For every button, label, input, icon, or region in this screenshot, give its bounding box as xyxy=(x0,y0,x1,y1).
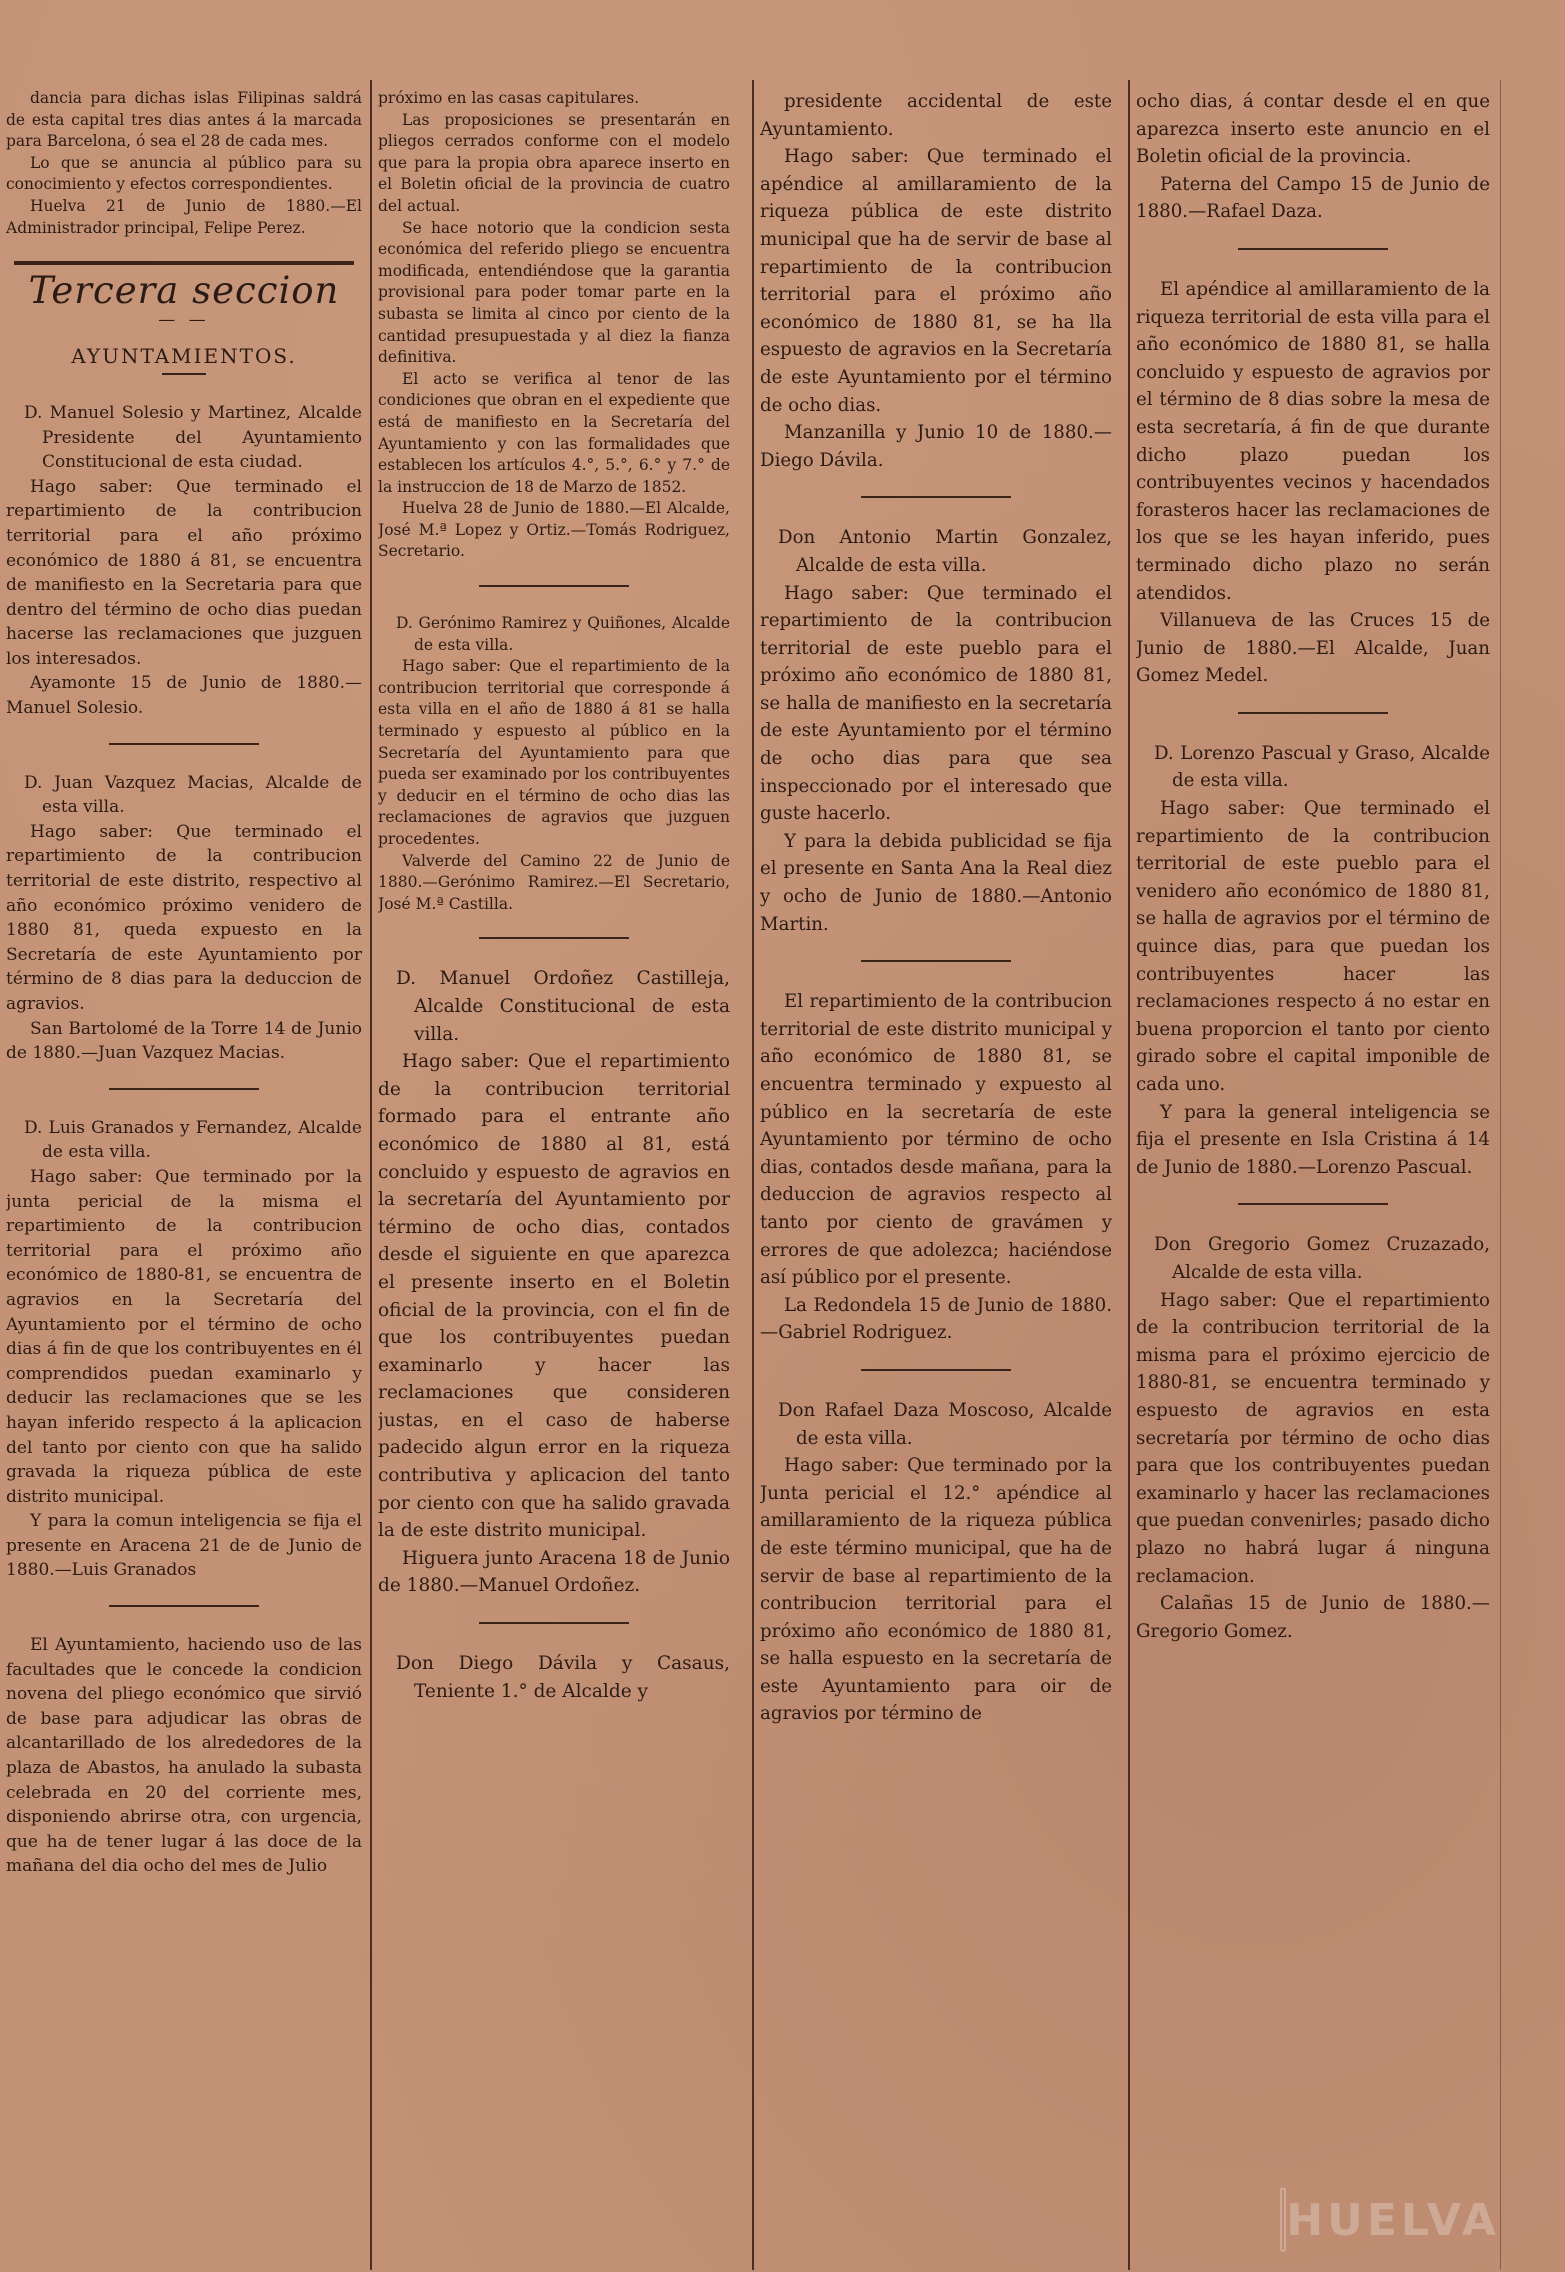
notice-text: Hago saber: Que terminado el repartimiento de la contribucion territorial de este distrito, respectivo al año económico próximo venidero de 1880 81, queda expuesto en la Secretaría de este Ayuntamiento por término de 8 dias para la deduccion de agravios. xyxy=(6,821,362,1014)
section-title: Tercera seccion xyxy=(28,269,340,313)
notice-text: Hago saber: Que el repartimiento de la contribucion territorial de la misma para el próximo ejercicio de 1880-81, se encuentra terminado y espuesto de agravios en esta secretaría por término de ocho dias para que los contribuyentes puedan examinarlo y hacer las reclamaciones que puedan convenirles; pasado dicho plazo no habrá lugar á ninguna reclamacion. xyxy=(1136,1289,1490,1587)
notice-heading: Don Gregorio Gomez Cruzazado, Alcalde de esta villa. xyxy=(1154,1234,1490,1283)
notice-higuera xyxy=(378,965,730,1600)
notice-text: Hago saber: Que terminado el repartimiento de la contribucion territorial de este pueblo para el próximo año económico de 1880 81, se halla de manifiesto en la secretaría de este Ayuntamiento por el término de ocho dias para que sea inspeccionado por el interesado que guste hacerlo. xyxy=(760,582,1112,825)
notice-text: Hago saber: Que terminado por la junta pericial de la misma el repartimiento de la contribucion territorial para el próximo año económico de 1880-81, se encuentra de agravios en la Secretaría del Ayuntamiento por el término de ocho dias á fin de que los contribuyentes en él comprendidos puedan examinarlo y deducir las reclamaciones que se les hayan inferido respecto á la aplicacion del tanto por ciento con que ha salido gravada la riqueza pública de este distrito municipal. xyxy=(6,1166,362,1507)
notice-divider xyxy=(109,1088,259,1090)
notice-text: El acto se verifica al tenor de las condiciones que obran en el expediente que está de manifiesto en la Secretaría del Ayuntamiento y con las formalidades que establecen los artículos 4.°, 5.°, 6.° y 7.° de la instruccion de 18 de Marzo de 1852. xyxy=(378,369,730,496)
column-1 xyxy=(6,88,362,2248)
notice-heading: D. Lorenzo Pascual y Graso, Alcalde de esta villa. xyxy=(1154,742,1490,792)
notice-divider xyxy=(861,496,1011,498)
notice-heading: D. Manuel Solesio y Martinez, Alcalde Presidente del Ayuntamiento Constitucional de esta ciudad. xyxy=(24,402,362,473)
notice-divider xyxy=(1238,248,1388,250)
notice-signature: Manzanilla y Junio 10 de 1880.—Diego Dávila. xyxy=(760,422,1112,471)
column-2 xyxy=(378,88,730,2248)
notice-divider xyxy=(1238,1203,1388,1205)
notice-text: Hago saber: Que el repartimiento de la contribucion territorial formado para el entrante año económico de 1880 al 81, está concluido y espuesto de agravios en la secretaría del Ayuntamiento por término de ocho dias, contados desde el siguiente en que aparezca el presente inserto en el Boletin oficial de la provincia, con el fin de que los contribuyentes puedan examinarlo y hacer las reclamaciones que consideren justas, en el caso de haberse padecido algun error en la riqueza contributiva y aplicacion del tanto por ciento con que ha salido gravada la de este distrito municipal. xyxy=(378,1051,730,1542)
notice-signature: Ayamonte 15 de Junio de 1880.—Manuel Solesio. xyxy=(6,673,362,719)
notice-heading: Don Antonio Martin Gonzalez, Alcalde de esta villa. xyxy=(778,527,1112,576)
notice-villanueva xyxy=(1136,276,1490,690)
notice-paterna-cont xyxy=(1136,88,1490,226)
notice-paterna xyxy=(760,1397,1112,1728)
notice-divider xyxy=(861,1369,1011,1371)
notice-heading: Don Rafael Daza Moscoso, Alcalde de esta villa. xyxy=(778,1399,1112,1449)
notice-text: Lo que se anuncia al público para su conocimiento y efectos correspondientes. xyxy=(6,153,362,194)
notice-signature: San Bartolomé de la Torre 14 de Junio de 1880.—Juan Vazquez Macias. xyxy=(6,1018,362,1064)
notice-text: Y para la general inteligencia se fija el presente en Isla Cristina á 14 de Junio de 1880.—Lorenzo Pascual. xyxy=(1136,1101,1490,1178)
notice-text: próximo en las casas capitulares. xyxy=(378,89,640,107)
notice-text: presidente accidental de este Ayuntamiento. xyxy=(760,91,1112,140)
notice-text: Y para la comun inteligencia se fija el presente en Aracena 21 de de Junio de 1880.—Luis Granados xyxy=(6,1511,362,1581)
notice-text: El apéndice al amillaramiento de la riqueza territorial de esta villa para el año económico de 1880 81, se halla concluido y espuesto de agravios por el término de 8 dias sobre la mesa de esta secretaría, á fin de que durante dicho plazo puedan los contribuyentes vecinos y hacendados forasteros hacer las reclamaciones de los que se les hayan inferido, pues terminado dicho plazo no serán atendidos. xyxy=(1136,278,1490,604)
notice-heading: D. Juan Vazquez Macias, Alcalde de esta villa. xyxy=(24,772,362,818)
notice-signature: Huelva 28 de Junio de 1880.—El Alcalde, José M.ª Lopez y Ortiz.—Tomás Rodriguez, Secretario. xyxy=(378,499,730,561)
section-subheading: AYUNTAMIENTOS. xyxy=(71,344,297,369)
column-rule xyxy=(752,80,754,2270)
notice-text: ocho dias, á contar desde el en que aparezca inserto este anuncio en el Boletin oficial de la provincia. xyxy=(1136,91,1490,168)
notice-divider xyxy=(109,743,259,745)
column-4 xyxy=(1136,88,1490,2248)
notice-signature: Calañas 15 de Junio de 1880.—Gregorio Gomez. xyxy=(1136,1593,1490,1642)
notice-divider xyxy=(479,1622,629,1624)
column-rule xyxy=(1500,80,1501,2270)
notice-huelva-subasta xyxy=(6,1633,362,1879)
notice-text: El Ayuntamiento, haciendo uso de las facultades que le concede la condicion novena del pliego económico que sirvió de base para adjudicar las obras de alcantarillado de los alrededores de la plaza de Abastos, ha anulado la subasta celebrada en 20 del corriente mes, disponiendo abrirse otra, con urgencia, que ha de tener lugar á las doce de la mañana del dia ocho del mes de Julio xyxy=(6,1635,362,1877)
notice-santa-ana xyxy=(760,524,1112,938)
notice-redondela xyxy=(760,988,1112,1347)
notice-heading: Don Diego Dávila y Casaus, Teniente 1.° de Alcalde y xyxy=(396,1653,730,1702)
notice-text: Hago saber: Que el repartimiento de la contribucion territorial que corresponde á esta villa en el año de 1880 á 81 se halla terminado y espuesto al público en la Secretaría del Ayuntamiento para que pueda ser examinado por los contribuyentes y deducir en el término de ocho dias las reclamaciones de agravios que juzguen procedentes. xyxy=(378,657,730,848)
section-divider xyxy=(14,261,354,265)
notice-administracion xyxy=(6,88,362,239)
watermark-text: HUELVA xyxy=(1286,2194,1500,2246)
ornament-divider: — — xyxy=(158,309,210,330)
notice-text: Se hace notorio que la condicion sesta económica del referido pliego se encuentra modificada, entendiéndose que la garantia provisional para poder tomar parte en la subasta se limita al cinco por ciento de la cantidad presupuestada y al diez la fianza definitiva. xyxy=(378,218,730,367)
notice-heading: D. Gerónimo Ramirez y Quiñones, Alcalde de esta villa. xyxy=(396,614,730,654)
notice-huelva-subasta-cont xyxy=(378,88,730,563)
notice-divider xyxy=(479,585,629,587)
notice-signature: Higuera junto Aracena 18 de Junio de 1880.—Manuel Ordoñez. xyxy=(378,1547,730,1597)
notice-isla-cristina xyxy=(1136,740,1490,1182)
notice-aracena xyxy=(6,1116,362,1583)
notice-signature: Huelva 21 de Junio de 1880.—El Administrador principal, Felipe Perez. xyxy=(6,196,362,237)
notice-divider xyxy=(861,960,1011,962)
notice-heading: D. Manuel Ordoñez Castilleja, Alcalde Constitucional de esta villa. xyxy=(396,968,730,1045)
notice-text: Hago saber: Que terminado por la Junta pericial el 12.° apéndice al amillaramiento de la riqueza pública de este término municipal, que ha de servir de base al repartimiento de la contribucion territorial para el próximo año económico de 1880 81, se halla espuesto en la secretaría de este Ayuntamiento para oir de agravios por término de xyxy=(760,1455,1112,1725)
archive-watermark xyxy=(1280,2185,1500,2255)
notice-signature: Villanueva de las Cruces 15 de Junio de 1880.—El Alcalde, Juan Gomez Medel. xyxy=(1136,610,1490,687)
notice-divider xyxy=(109,1605,259,1607)
notice-signature: Valverde del Camino 22 de Junio de 1880.—Gerónimo Ramirez.—El Secretario, José M.ª Castilla. xyxy=(378,851,730,913)
notice-divider xyxy=(1238,712,1388,714)
notice-calanas xyxy=(1136,1231,1490,1645)
notice-text: Las proposiciones se presentarán en pliegos cerrados conforme con el modelo que para la propia obra aparece inserto en el Boletin oficial de la provincia de cuatro del actual. xyxy=(378,110,730,215)
notice-heading: D. Luis Granados y Fernandez, Alcalde de esta villa. xyxy=(24,1117,362,1163)
notice-text: El repartimiento de la contribucion territorial de este distrito municipal y año económico de 1880 81, se encuentra terminado y expuesto al público en la secretaría de este Ayuntamiento por término de ocho dias, contados desde mañana, para la deduccion de agravios respecto al tanto por ciento de gravámen y errores de que adolezca; haciéndose así público por el presente. xyxy=(760,991,1112,1289)
notice-text: Hago saber: Que terminado el repartimiento de la contribucion territorial para el año próximo económico de 1880 á 81, se encuentra de manifiesto en la Secretaria para que dentro del término de ocho dias puedan hacerse las reclamaciones que juzguen los interesados. xyxy=(6,476,362,669)
notice-manzanilla xyxy=(378,1650,730,1705)
notice-divider xyxy=(479,937,629,939)
notice-manzanilla-cont xyxy=(760,88,1112,474)
notice-ayamonte xyxy=(6,401,362,721)
column-rule xyxy=(370,80,372,2270)
notice-san-bartolome xyxy=(6,771,362,1066)
notice-signature: Paterna del Campo 15 de Junio de 1880.—Rafael Daza. xyxy=(1136,173,1490,223)
column-rule xyxy=(1128,80,1130,2270)
notice-signature: La Redondela 15 de Junio de 1880.—Gabriel Rodriguez. xyxy=(760,1294,1112,1344)
notice-valverde xyxy=(378,613,730,915)
notice-text: Y para la debida publicidad se fija el presente en Santa Ana la Real diez y ocho de Junio de 1880.—Antonio Martin. xyxy=(760,830,1112,935)
notice-text: Hago saber: Que terminado el repartimiento de la contribucion territorial de este pueblo para el venidero año económico de 1880 81, se halla de agravios por el término de quince dias, para que puedan los contribuyentes hacer las reclamaciones respecto á no estar en buena proporcion el tanto por ciento girado sobre el capital imponible de cada uno. xyxy=(1136,798,1490,1095)
column-3 xyxy=(760,88,1112,2248)
subheading-divider xyxy=(162,373,206,375)
notice-text: Hago saber: Que terminado el apéndice al amillaramiento de la riqueza pública de este distrito municipal que ha de servir de base al repartimiento de la contribucion territorial para el próximo año económico de 1880 81, se ha lla espuesto de agravios en la Secretaría de este Ayuntamiento por el término de ocho dias. xyxy=(760,146,1112,416)
notice-text: dancia para dichas islas Filipinas saldrá de esta capital tres dias antes á la marcada para Barcelona, ó sea el 28 de cada mes. xyxy=(6,89,362,151)
